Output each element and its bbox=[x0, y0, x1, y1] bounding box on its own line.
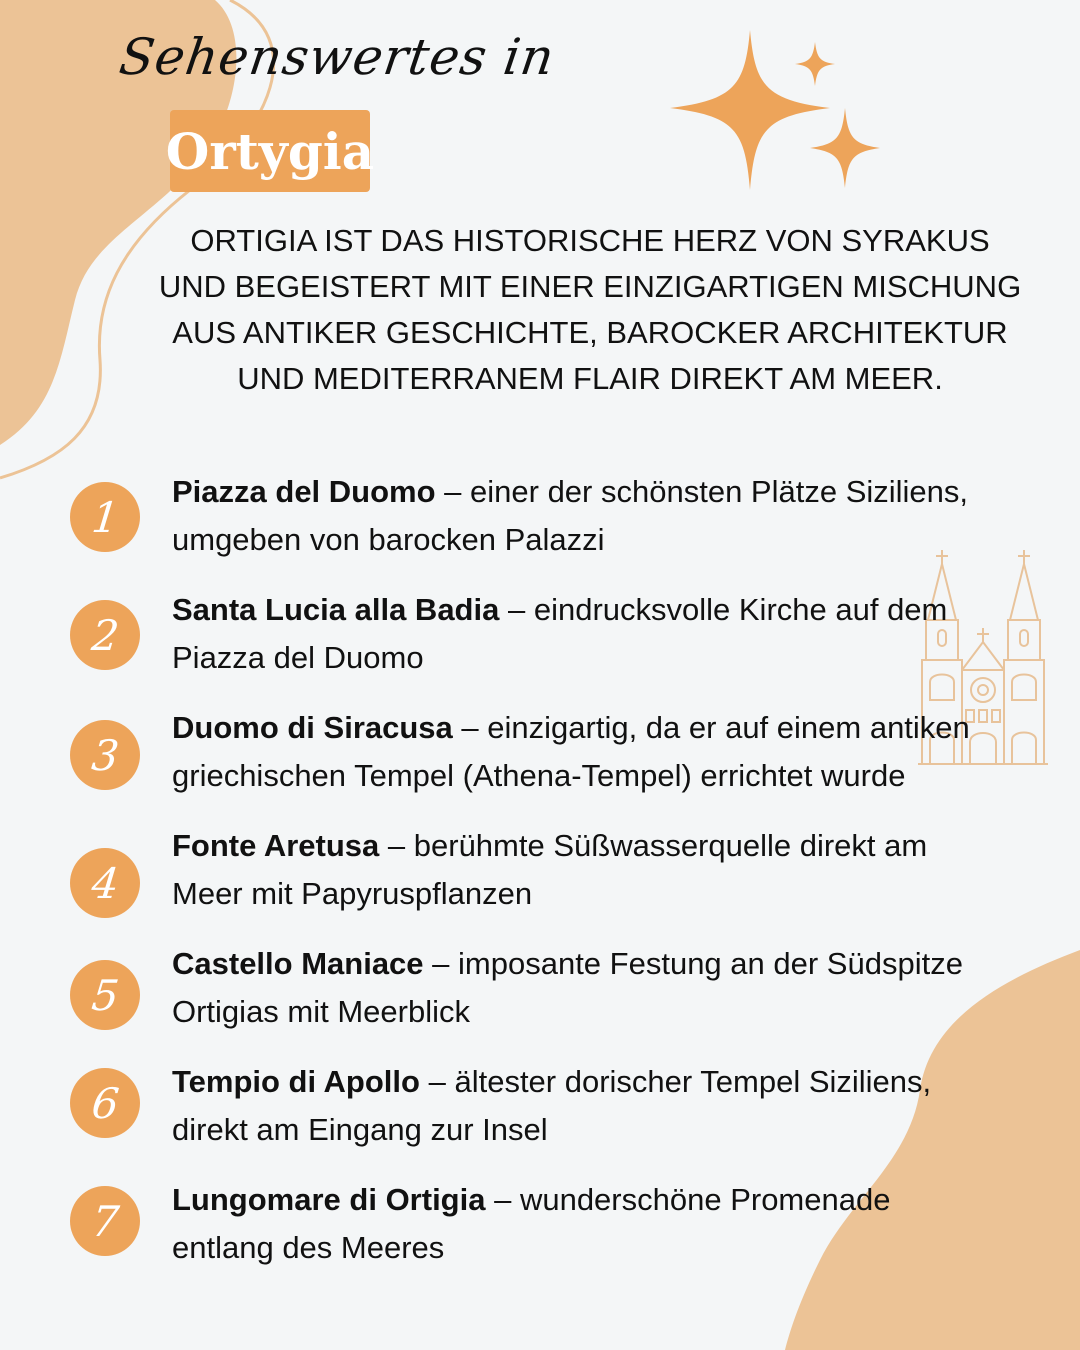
number-label: 7 bbox=[89, 1196, 121, 1246]
item-description: – einer der schönsten Plätze Siziliens, umgeben von barocken Palazzi bbox=[172, 474, 969, 557]
number-badge bbox=[70, 600, 140, 670]
item-name: Duomo di Siracusa bbox=[172, 710, 453, 745]
number-badge bbox=[70, 848, 140, 918]
number-label: 6 bbox=[89, 1078, 121, 1128]
number-badge bbox=[70, 720, 140, 790]
item-name: Santa Lucia alla Badia bbox=[172, 592, 500, 627]
item-description: – berühmte Süßwasserquelle direkt am Meer mit Papyruspflanzen bbox=[172, 828, 928, 911]
item-name: Castello Maniace bbox=[172, 946, 424, 981]
title-badge bbox=[165, 110, 375, 192]
number-label: 2 bbox=[89, 610, 121, 660]
number-label: 3 bbox=[89, 730, 121, 780]
item-text bbox=[172, 1058, 982, 1154]
intro-line: UND BEGEISTERT MIT EINER EINZIGARTIGEN MISCHUNG bbox=[158, 269, 1022, 304]
item-text bbox=[172, 940, 982, 1036]
list-item bbox=[0, 822, 1080, 922]
intro-line: ORTIGIA IST DAS HISTORISCHE HERZ VON SYRAKUS bbox=[190, 223, 990, 258]
list-item bbox=[0, 704, 1080, 804]
intro-line: UND MEDITERRANEM FLAIR DIREKT AM MEER. bbox=[237, 361, 943, 396]
number-badge bbox=[70, 1068, 140, 1138]
sparkle-icon bbox=[660, 30, 890, 200]
list-item bbox=[0, 586, 1080, 686]
number-label: 4 bbox=[89, 858, 121, 908]
item-description: – einzigartig, da er auf einem antiken griechischen Tempel (Athena-Tempel) errichtet wurde bbox=[172, 710, 970, 793]
item-description: – wunderschöne Promenade entlang des Meeres bbox=[172, 1182, 891, 1265]
item-text bbox=[172, 468, 982, 564]
item-name: Lungomare di Ortigia bbox=[172, 1182, 486, 1217]
item-name: Tempio di Apollo bbox=[172, 1064, 420, 1099]
number-label: 1 bbox=[89, 492, 121, 542]
list-item bbox=[0, 1176, 1080, 1276]
item-description: – eindrucksvolle Kirche auf dem Piazza del Duomo bbox=[172, 592, 948, 675]
item-text bbox=[172, 704, 982, 800]
item-name: Fonte Aretusa bbox=[172, 828, 380, 863]
item-description: – imposante Festung an der Südspitze Ortigias mit Meerblick bbox=[172, 946, 963, 1029]
number-badge bbox=[70, 960, 140, 1030]
intro-text bbox=[110, 218, 1070, 402]
list-item bbox=[0, 940, 1080, 1040]
item-name: Piazza del Duomo bbox=[172, 474, 436, 509]
list-item bbox=[0, 468, 1080, 568]
page-title: Ortygia bbox=[165, 121, 375, 181]
item-text bbox=[172, 822, 952, 918]
script-title: Sehenswertes in bbox=[115, 28, 559, 86]
number-badge bbox=[70, 1186, 140, 1256]
number-label: 5 bbox=[89, 970, 121, 1020]
intro-line: AUS ANTIKER GESCHICHTE, BAROCKER ARCHITEKTUR bbox=[172, 315, 1008, 350]
list-item bbox=[0, 1058, 1080, 1158]
item-text bbox=[172, 1176, 932, 1272]
item-description: – ältester dorischer Tempel Siziliens, direkt am Eingang zur Insel bbox=[172, 1064, 932, 1147]
item-text bbox=[172, 586, 962, 682]
number-badge bbox=[70, 482, 140, 552]
